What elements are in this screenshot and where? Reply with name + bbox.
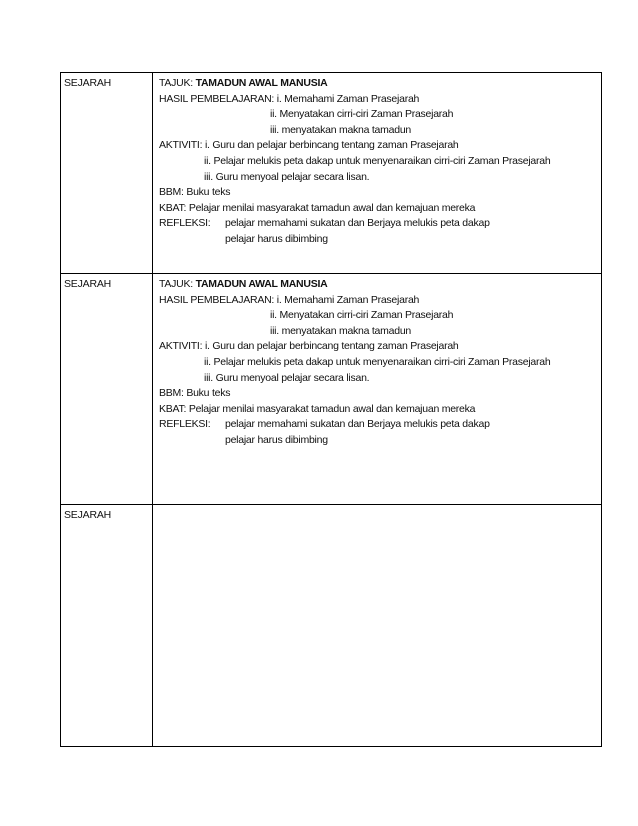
kbat-line	[159, 402, 601, 418]
refleksi-text: pelajar memahami sukatan dan Berjaya melukis peta dakap	[225, 418, 490, 431]
bbm-line	[159, 185, 601, 201]
aktiviti-line	[159, 138, 601, 154]
refleksi-text: pelajar harus dibimbing	[225, 433, 328, 446]
aktiviti-label: AKTIVITI:	[159, 139, 205, 152]
subject-cell	[61, 274, 153, 505]
table-row	[61, 73, 602, 274]
refleksi-label: REFLEKSI:	[159, 217, 211, 230]
bbm-text: BBM: Buku teks	[159, 387, 231, 400]
lesson-content	[153, 274, 601, 449]
aktiviti-item: iii. Guru menyoal pelajar secara lisan.	[204, 371, 370, 384]
lesson-content-cell	[153, 274, 602, 505]
hasil-item: ii. Menyatakan cirri-ciri Zaman Prasejarah	[270, 108, 454, 121]
aktiviti-item: i. Guru dan pelajar berbincang tentang zaman Prasejarah	[204, 139, 459, 152]
tajuk-value: TAMADUN AWAL MANUSIA	[195, 77, 328, 89]
refleksi-label: REFLEKSI:	[159, 418, 211, 431]
lesson-plan-table	[60, 72, 602, 747]
aktiviti-item: iii. Guru menyoal pelajar secara lisan.	[204, 170, 370, 183]
kbat-line	[159, 201, 601, 217]
refleksi-line	[159, 417, 601, 433]
refleksi-text: pelajar memahami sukatan dan Berjaya melukis peta dakap	[225, 217, 490, 230]
lesson-content-cell-empty	[153, 505, 602, 747]
aktiviti-line	[159, 355, 601, 371]
bbm-text: BBM: Buku teks	[159, 186, 231, 199]
tajuk-line	[159, 76, 601, 92]
hasil-line	[159, 293, 601, 309]
aktiviti-item: ii. Pelajar melukis peta dakap untuk menyenaraikan cirri-ciri Zaman Prasejarah	[204, 154, 551, 167]
tajuk-label: TAJUK:	[159, 77, 196, 89]
aktiviti-line	[159, 371, 601, 387]
hasil-line	[159, 92, 601, 108]
hasil-label: HASIL PEMBELAJARAN:	[159, 293, 277, 306]
refleksi-line	[159, 232, 601, 248]
hasil-item: i. Memahami Zaman Prasejarah	[276, 92, 420, 105]
hasil-item: ii. Menyatakan cirri-ciri Zaman Prasejarah	[270, 309, 454, 322]
hasil-line	[159, 324, 601, 340]
refleksi-line	[159, 433, 601, 449]
tajuk-line	[159, 277, 601, 293]
hasil-item: iii. menyatakan makna tamadun	[270, 324, 411, 337]
aktiviti-line	[159, 339, 601, 355]
lesson-content-cell	[153, 73, 602, 274]
aktiviti-item: i. Guru dan pelajar berbincang tentang zaman Prasejarah	[204, 340, 459, 353]
subject-label: SEJARAH	[64, 278, 112, 290]
kbat-text: KBAT: Pelajar menilai masyarakat tamadun awal dan kemajuan mereka	[159, 201, 476, 214]
hasil-item: i. Memahami Zaman Prasejarah	[276, 293, 420, 306]
table-row	[61, 505, 602, 747]
hasil-label: HASIL PEMBELAJARAN:	[159, 92, 277, 105]
subject-label: SEJARAH	[64, 509, 112, 521]
lesson-content	[153, 73, 601, 248]
tajuk-value: TAMADUN AWAL MANUSIA	[195, 278, 328, 290]
subject-cell	[61, 73, 153, 274]
aktiviti-item: ii. Pelajar melukis peta dakap untuk menyenaraikan cirri-ciri Zaman Prasejarah	[204, 355, 551, 368]
hasil-item: iii. menyatakan makna tamadun	[270, 123, 411, 136]
refleksi-line	[159, 216, 601, 232]
tajuk-label: TAJUK:	[159, 278, 196, 290]
hasil-line	[159, 107, 601, 123]
aktiviti-line	[159, 154, 601, 170]
aktiviti-line	[159, 170, 601, 186]
subject-cell	[61, 505, 153, 747]
kbat-text: KBAT: Pelajar menilai masyarakat tamadun awal dan kemajuan mereka	[159, 402, 476, 415]
hasil-line	[159, 123, 601, 139]
bbm-line	[159, 386, 601, 402]
hasil-line	[159, 308, 601, 324]
aktiviti-label: AKTIVITI:	[159, 340, 205, 353]
subject-label: SEJARAH	[64, 77, 112, 89]
refleksi-text: pelajar harus dibimbing	[225, 232, 328, 245]
table-row	[61, 274, 602, 505]
